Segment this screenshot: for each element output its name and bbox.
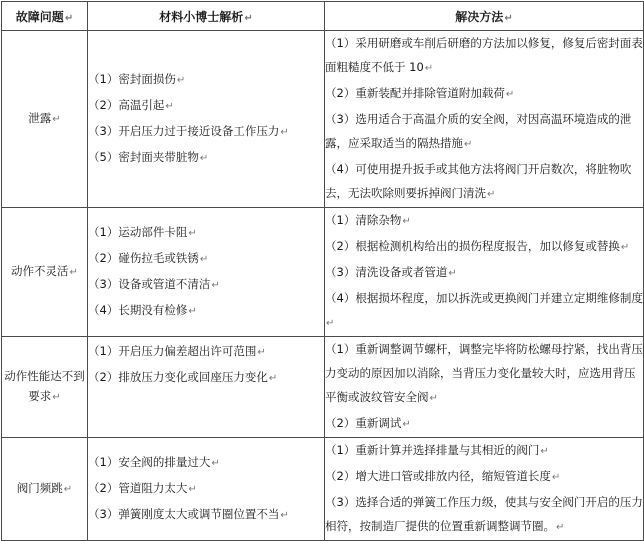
paragraph-mark: ↵ [199, 153, 209, 164]
paragraph-mark: ↵ [620, 242, 630, 253]
item-text: （2）重新装配并排除管道附加载荷 [325, 86, 505, 100]
item-text: （1）运动部件卡阻 [88, 225, 188, 239]
fault-name: 动作性能达不到要求 [4, 369, 85, 403]
paragraph-mark: ↵ [52, 114, 61, 125]
solution-item [325, 107, 643, 157]
item-text: （4）长期没有检修 [88, 303, 188, 317]
paragraph-mark: ↵ [505, 89, 515, 100]
solution-item [325, 157, 643, 207]
table-row [2, 337, 644, 438]
paragraph-mark: ↵ [257, 347, 266, 358]
fault-cell [2, 337, 88, 438]
cause-cell [88, 31, 325, 208]
paragraph-mark: ↵ [556, 522, 565, 533]
paragraph-mark: ↵ [211, 458, 220, 469]
item-text: （2）重新调试 [325, 416, 402, 430]
paragraph-mark: ↵ [199, 254, 209, 265]
item-text: （1）密封面损伤 [88, 72, 176, 86]
paragraph-mark: ↵ [244, 12, 253, 24]
item-text: （2）根据检测机构给出的损伤程度报告，加以修复或替换 [325, 239, 620, 253]
solution-cell [325, 208, 644, 337]
item-text: （1）安全阀的排量过大 [88, 455, 211, 469]
cause-item [88, 246, 324, 272]
paragraph-mark: ↵ [69, 267, 78, 278]
solution-item [325, 234, 643, 260]
item-text: （2）管道阻力太大 [88, 481, 188, 495]
item-text: （1）开启压力偏差超出许可范围 [88, 344, 257, 358]
solution-item [325, 286, 643, 336]
paragraph-mark: ↵ [280, 127, 289, 138]
header-solution-text: 解决方法 [455, 9, 504, 24]
solution-cell [325, 438, 644, 541]
paragraph-mark: ↵ [540, 446, 549, 457]
solution-item [325, 260, 643, 286]
cause-item [88, 339, 324, 365]
cause-item [88, 476, 324, 502]
item-text: （1）重新计算并选择排量与其相近的阀门 [325, 443, 540, 457]
table-row [2, 31, 644, 208]
fault-name: 动作不灵活 [11, 264, 69, 278]
item-text: （2）增大进口管或排放内径，缩短管道长度 [325, 469, 551, 483]
item-text: （3）弹簧刚度太大或调节圈位置不当 [88, 507, 280, 521]
table-header-row [2, 2, 644, 31]
header-fault-problem [2, 2, 88, 31]
item-text: （1）清除杂物 [325, 213, 402, 227]
solution-cell [325, 31, 644, 208]
paragraph-mark: ↵ [165, 101, 174, 112]
item-text: （3）设备或管道不清洁 [88, 277, 211, 291]
paragraph-mark: ↵ [280, 510, 289, 521]
fault-name: 阀门频跳 [16, 481, 63, 495]
item-text: （2）碰伤拉毛或铁锈 [88, 251, 199, 265]
paragraph-mark: ↵ [551, 472, 561, 483]
paragraph-mark: ↵ [63, 484, 73, 495]
item-text: （3）选择合适的弹簧工作压力级，使其与安全阀门开启的压力相符，按制造厂提供的位置重新调整调节圈。 [325, 495, 643, 533]
cause-item [88, 298, 324, 324]
item-text: （1）采用研磨或车削后研磨的方法加以修复，修复后密封面表面粗糙度不低于 10 [325, 36, 643, 74]
cause-cell [88, 337, 325, 438]
fault-cell [2, 31, 88, 208]
paragraph-mark: ↵ [504, 12, 513, 24]
cause-item [88, 502, 324, 528]
paragraph-mark: ↵ [402, 216, 411, 227]
cause-item [88, 220, 324, 246]
header-expert-analysis [88, 2, 325, 31]
solution-item [325, 31, 643, 81]
solution-item [325, 464, 643, 490]
solution-item [325, 81, 643, 107]
table-row [2, 208, 644, 337]
paragraph-mark: ↵ [326, 318, 335, 329]
header-expert-analysis-text: 材料小博士解析 [159, 9, 244, 24]
item-text: （2）排放压力变化或回座压力变化 [88, 370, 268, 384]
fault-cell [2, 208, 88, 337]
item-text: （3）开启压力过于接近设备工作压力 [88, 124, 280, 138]
item-text: （1）重新调整调节螺杆，调整完毕将防松螺母拧紧，找出背压力变动的原因加以消除，当背压力变化量较大时，应选用背压平衡或波纹管安全阀 [325, 342, 643, 404]
document-page [1, 1, 643, 541]
paragraph-mark: ↵ [487, 189, 496, 200]
solution-item [325, 411, 643, 437]
item-text: （3）清洗设备或者管道 [325, 265, 448, 279]
paragraph-mark: ↵ [64, 12, 74, 24]
paragraph-mark: ↵ [268, 373, 278, 384]
paragraph-mark: ↵ [176, 75, 186, 86]
cause-item [88, 365, 324, 391]
item-text: （5）密封面夹带脏物 [88, 150, 199, 164]
item-text: （2）高温引起 [88, 98, 165, 112]
cause-cell [88, 208, 325, 337]
header-fault-problem-text: 故障问题 [15, 9, 64, 24]
solution-item [325, 438, 643, 464]
cause-item [88, 119, 324, 145]
paragraph-mark: ↵ [52, 392, 61, 403]
cause-cell [88, 438, 325, 541]
fault-name: 泄露 [28, 111, 52, 125]
solution-item [325, 490, 643, 540]
paragraph-mark: ↵ [448, 268, 457, 279]
paragraph-mark: ↵ [188, 306, 197, 317]
cause-item [88, 145, 324, 171]
cause-item [88, 272, 324, 298]
paragraph-mark: ↵ [429, 393, 438, 404]
item-text: （3）选用适合于高温介质的安全阀，对因高温环境造成的泄露，应采取适当的隔热措施 [325, 112, 632, 150]
paragraph-mark: ↵ [188, 484, 197, 495]
solution-item [325, 208, 643, 234]
cause-item [88, 450, 324, 476]
solution-item [325, 337, 643, 411]
paragraph-mark: ↵ [464, 139, 473, 150]
fault-analysis-table [1, 1, 644, 541]
item-text: （4）可使用提升扳手或其他方法将阀门开启数次，将脏物吹去，无法吹除则要拆掉阀门清洗 [325, 162, 632, 200]
cause-item [88, 93, 324, 119]
paragraph-mark: ↵ [424, 63, 434, 74]
paragraph-mark: ↵ [211, 280, 220, 291]
cause-item [88, 67, 324, 93]
header-solution [325, 2, 644, 31]
paragraph-mark: ↵ [188, 228, 197, 239]
fault-cell [2, 438, 88, 541]
solution-cell [325, 337, 644, 438]
paragraph-mark: ↵ [402, 419, 411, 430]
table-row [2, 438, 644, 541]
item-text: （4）根据损坏程度，加以拆洗或更换阀门并建立定期维修制度 [325, 291, 643, 305]
